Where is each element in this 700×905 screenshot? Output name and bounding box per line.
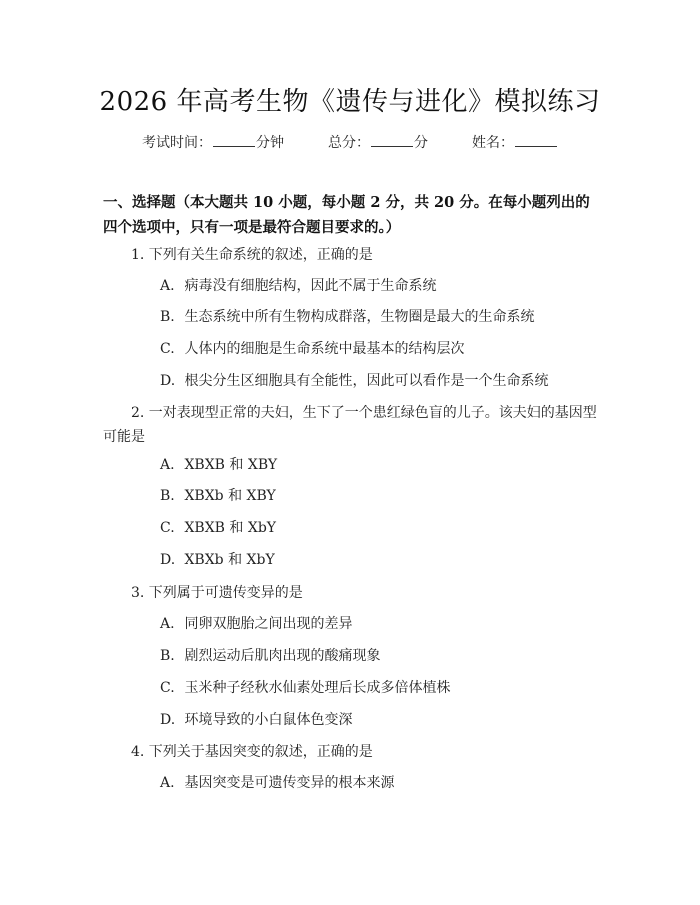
option-text: 基因突变是可遗传变异的根本来源 [184,775,395,791]
student-name-label: 姓名： [472,135,514,151]
exam-time-unit: 分钟 [256,135,284,151]
option-letter: B. [160,488,175,504]
question-1-option-c [160,339,600,359]
total-score-unit: 分 [414,135,428,151]
option-letter: B. [160,309,175,325]
total-score-label: 总分： [328,135,370,151]
question-1-stem: 1. 下列有关生命系统的叙述，正确的是 [131,247,373,263]
section-heading: 一、选择题（本大题共 10 小题，每小题 2 分，共 20 分。在每小题列出的四个选项中，只有一项是最符合题目要求的。） [103,194,590,236]
total-score-blank[interactable] [371,132,413,147]
exam-time-blank[interactable] [213,132,255,147]
question-2-option-c [160,518,600,538]
question-4-option-a [160,773,600,793]
question-2-option-b [160,486,600,506]
question-2-option-d [160,550,600,570]
page-title: 2026 年高考生物《遗传与进化》模拟练习 [99,87,601,117]
option-letter: A. [160,457,175,473]
option-letter: A. [160,616,175,632]
option-letter: C. [160,680,175,696]
question-4-stem: 4. 下列关于基因突变的叙述，正确的是 [131,744,373,760]
option-text: XBXB 和 XbY [184,520,277,536]
question-3-option-b [160,646,600,666]
exam-time-label: 考试时间： [142,135,212,151]
question-3-option-a [160,614,600,634]
option-letter: C. [160,520,175,536]
total-score-field [328,132,428,153]
option-text: XBXb 和 XbY [184,552,275,568]
option-text: 根尖分生区细胞具有全能性，因此可以看作是一个生命系统 [184,373,549,389]
option-text: 剧烈运动后肌肉出现的酸痛现象 [184,648,381,664]
option-text: 生态系统中所有生物构成群落，生物圈是最大的生命系统 [184,309,535,325]
option-letter: D. [160,712,176,728]
exam-time-field [142,132,284,153]
option-letter: A. [160,278,175,294]
option-text: XBXb 和 XBY [184,488,276,504]
question-3-option-c [160,678,600,698]
option-text: 环境导致的小白鼠体色变深 [184,712,353,728]
option-letter: D. [160,552,176,568]
option-letter: C. [160,341,175,357]
option-letter: B. [160,648,175,664]
option-letter: D. [160,373,176,389]
student-name-blank[interactable] [515,132,557,147]
student-name-field [472,132,558,153]
option-text: 玉米种子经秋水仙素处理后长成多倍体植株 [184,680,451,696]
option-text: XBXB 和 XBY [184,457,278,473]
question-2-stem: 2. 一对表现型正常的夫妇，生下了一个患红绿色盲的儿子。该夫妇的基因型可能是 [103,405,597,445]
exam-info-bar [0,132,700,153]
option-text: 人体内的细胞是生命系统中最基本的结构层次 [184,341,465,357]
option-text: 病毒没有细胞结构，因此不属于生命系统 [184,278,437,294]
question-1-option-a [160,276,600,296]
option-letter: A. [160,775,175,791]
question-2-option-a [160,455,600,475]
question-3-stem: 3. 下列属于可遗传变异的是 [131,585,303,601]
question-1-option-d [160,371,600,391]
question-1-option-b [160,307,600,327]
option-text: 同卵双胞胎之间出现的差异 [184,616,353,632]
question-3-option-d [160,710,600,730]
